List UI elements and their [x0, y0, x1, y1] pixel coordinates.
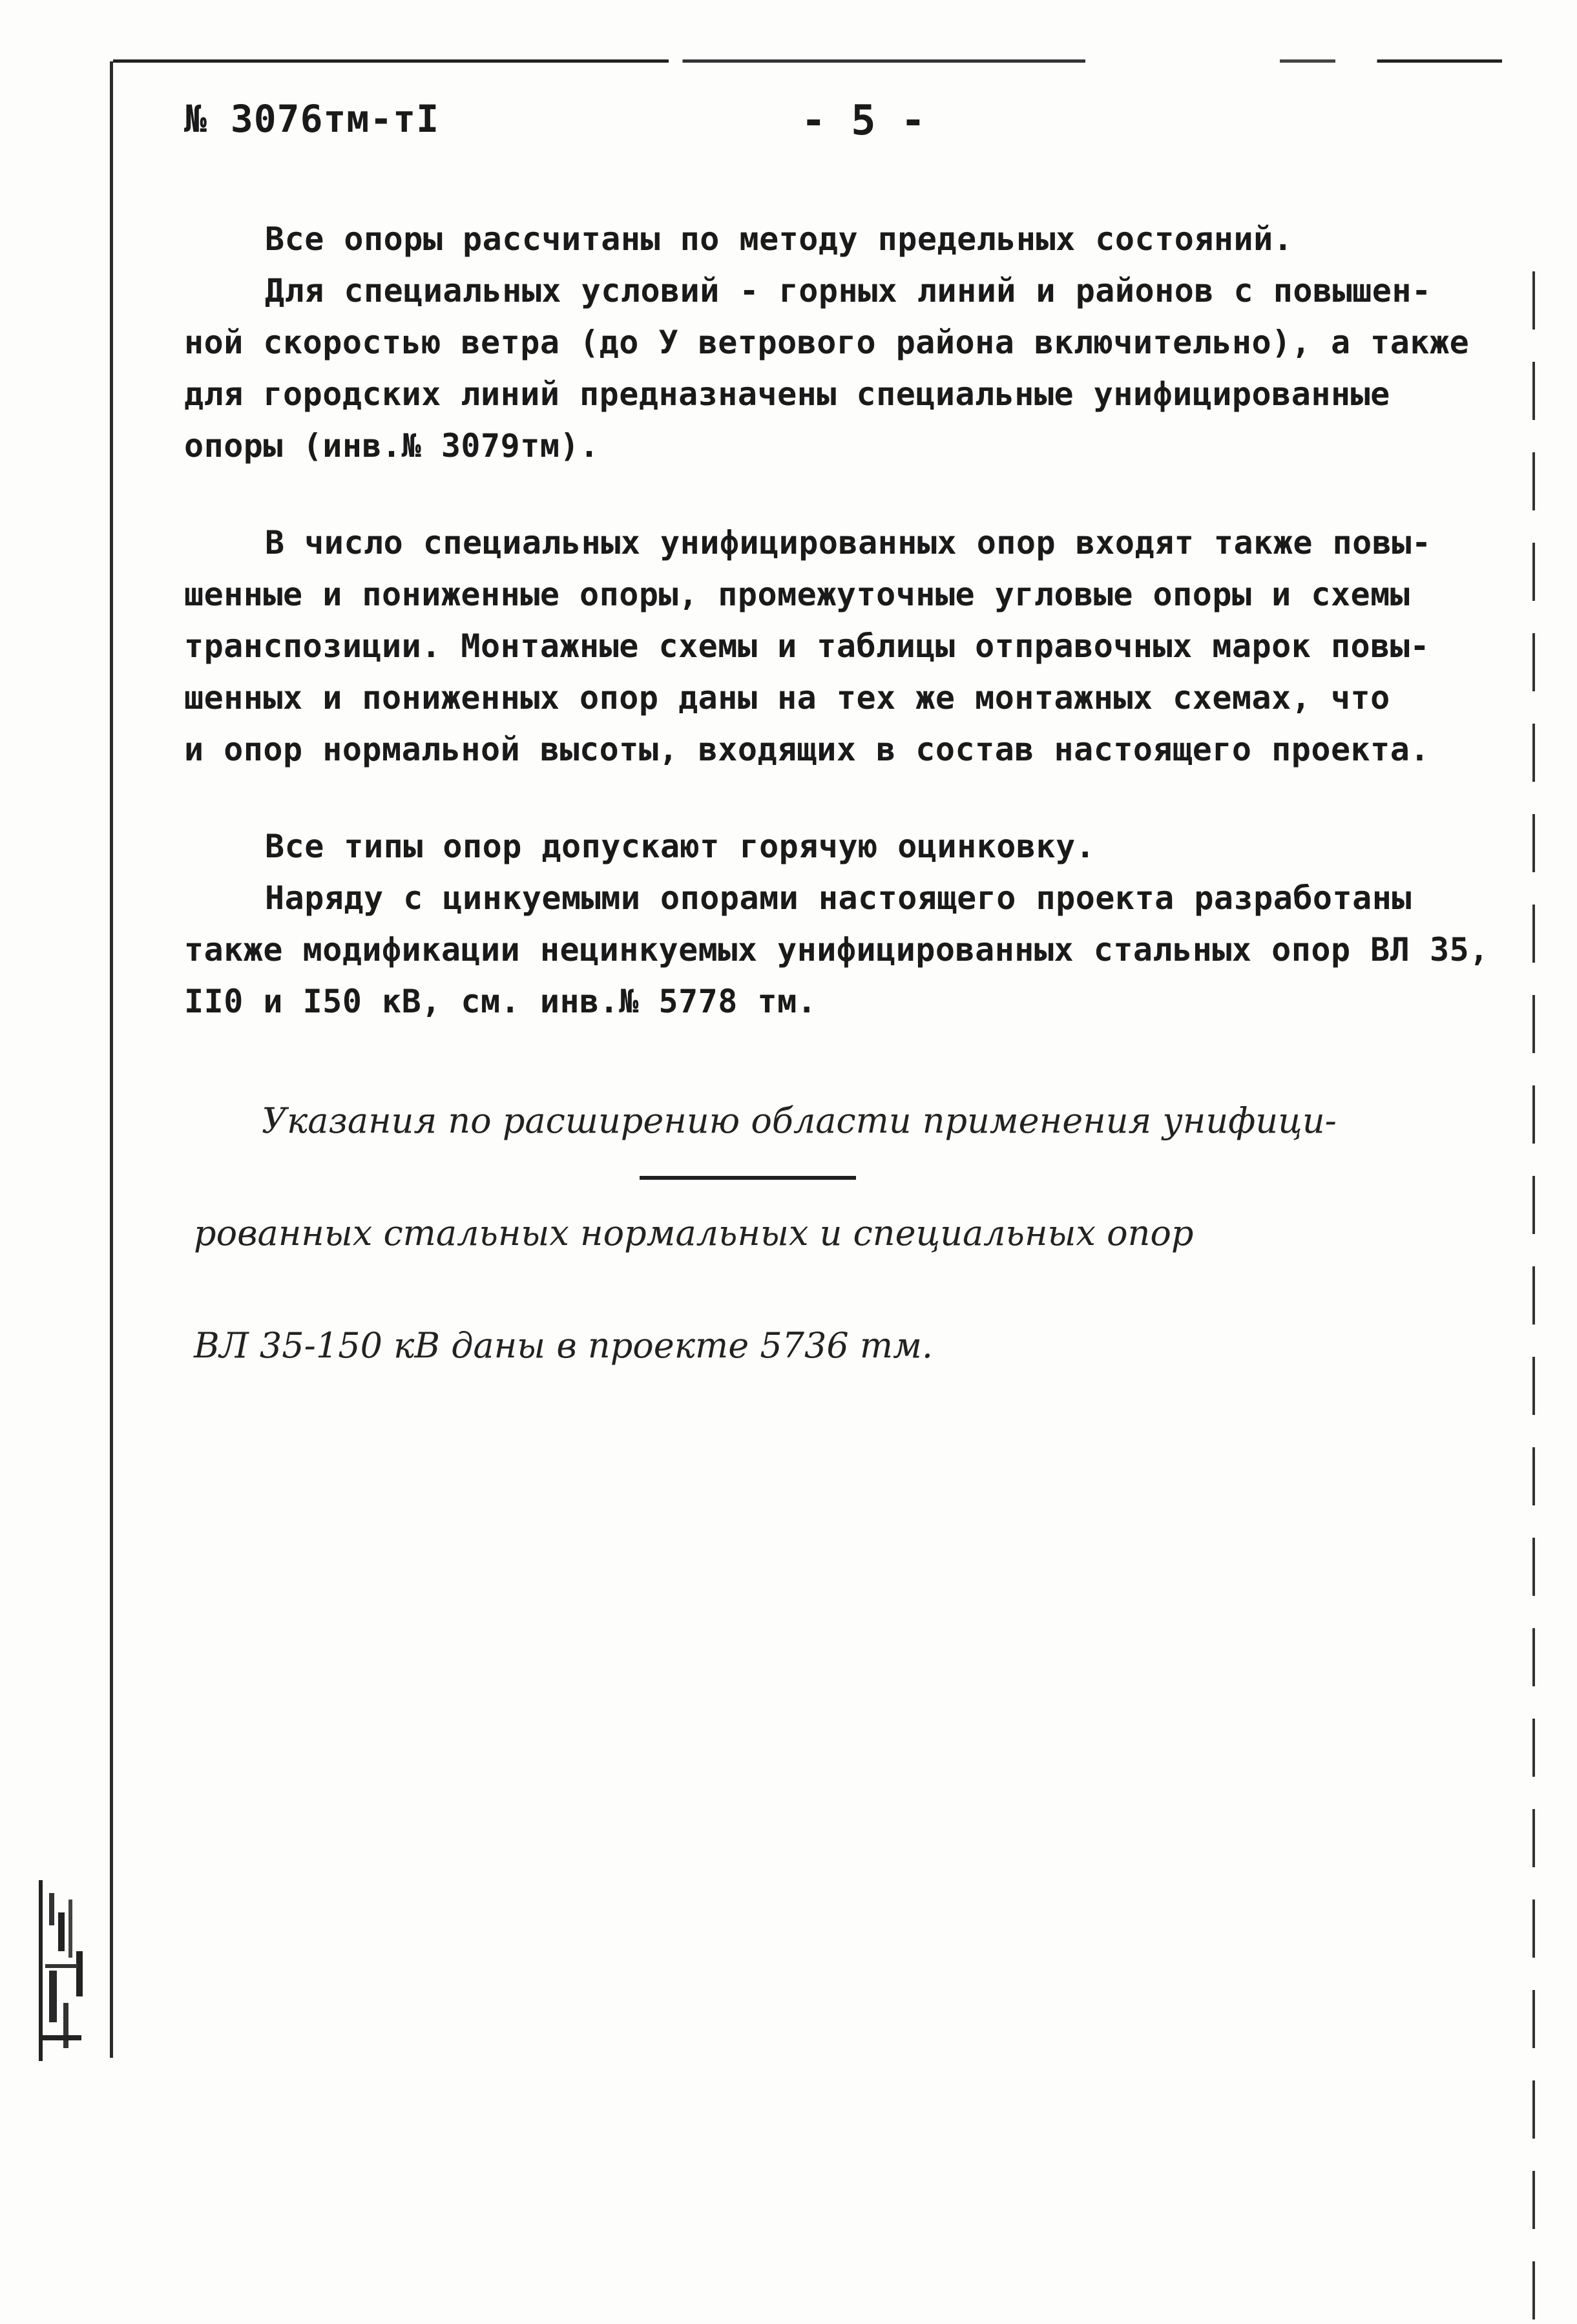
stamp-marks-icon [26, 1874, 110, 2068]
paragraph-line: II0 и I50 кВ, см. инв.№ 5778 тм. [184, 983, 817, 1020]
paragraph-line: также модификации нецинкуемых унифицированных стальных опор ВЛ 35, [184, 931, 1489, 968]
paragraph-line: ной скоростью ветра (до У ветрового района включительно), а также [184, 324, 1470, 361]
page-number: - 5 - [801, 97, 926, 145]
frame-left-border [110, 61, 113, 2058]
paragraph-line: Для специальных условий - горных линий и районов с повышен- [265, 272, 1432, 309]
closing-rule [640, 1176, 856, 1180]
frame-top-border [113, 59, 1502, 63]
paragraph-line: шенных и пониженных опор даны на тех же монтажных схемах, что [184, 679, 1390, 717]
paragraph-line: Все типы опор допускают горячую оцинковку. [265, 828, 1096, 865]
paragraph-line: шенные и пониженные опоры, промежуточные угловые опоры и схемы [184, 576, 1410, 613]
paragraph-gap [184, 472, 1502, 517]
handwritten-line: Указания по расширению области применения унифици- [262, 1100, 1337, 1141]
page-header [184, 97, 1412, 149]
paragraph-line: транспозиции. Монтажные схемы и таблицы отправочных марок повы- [184, 627, 1430, 665]
body-text [184, 213, 1502, 1027]
handwritten-note [194, 1027, 1518, 1439]
paragraph-gap [184, 775, 1502, 821]
paragraph-line: Все опоры рассчитаны по методу предельных состояний. [265, 220, 1293, 258]
paragraph-line: опоры (инв.№ 3079тм). [184, 427, 600, 465]
document-number: № 3076тм-тI [184, 97, 440, 141]
paragraph-line: Наряду с цинкуемыми опорами настоящего проекта разработаны [265, 879, 1412, 917]
margin-stamp [26, 1874, 110, 2068]
paragraph-line: и опор нормальной высоты, входящих в состав настоящего проекта. [184, 731, 1430, 768]
handwritten-line: ВЛ 35-150 кВ даны в проекте 5736 тм. [194, 1325, 934, 1366]
paragraph-line: В число специальных унифицированных опор входят также повы- [265, 524, 1432, 561]
frame-right-border [1532, 271, 1535, 2319]
handwritten-line: рованных стальных нормальных и специальных опор [194, 1213, 1194, 1253]
paragraph-line: для городских линий предназначены специальные унифицированные [184, 375, 1390, 413]
